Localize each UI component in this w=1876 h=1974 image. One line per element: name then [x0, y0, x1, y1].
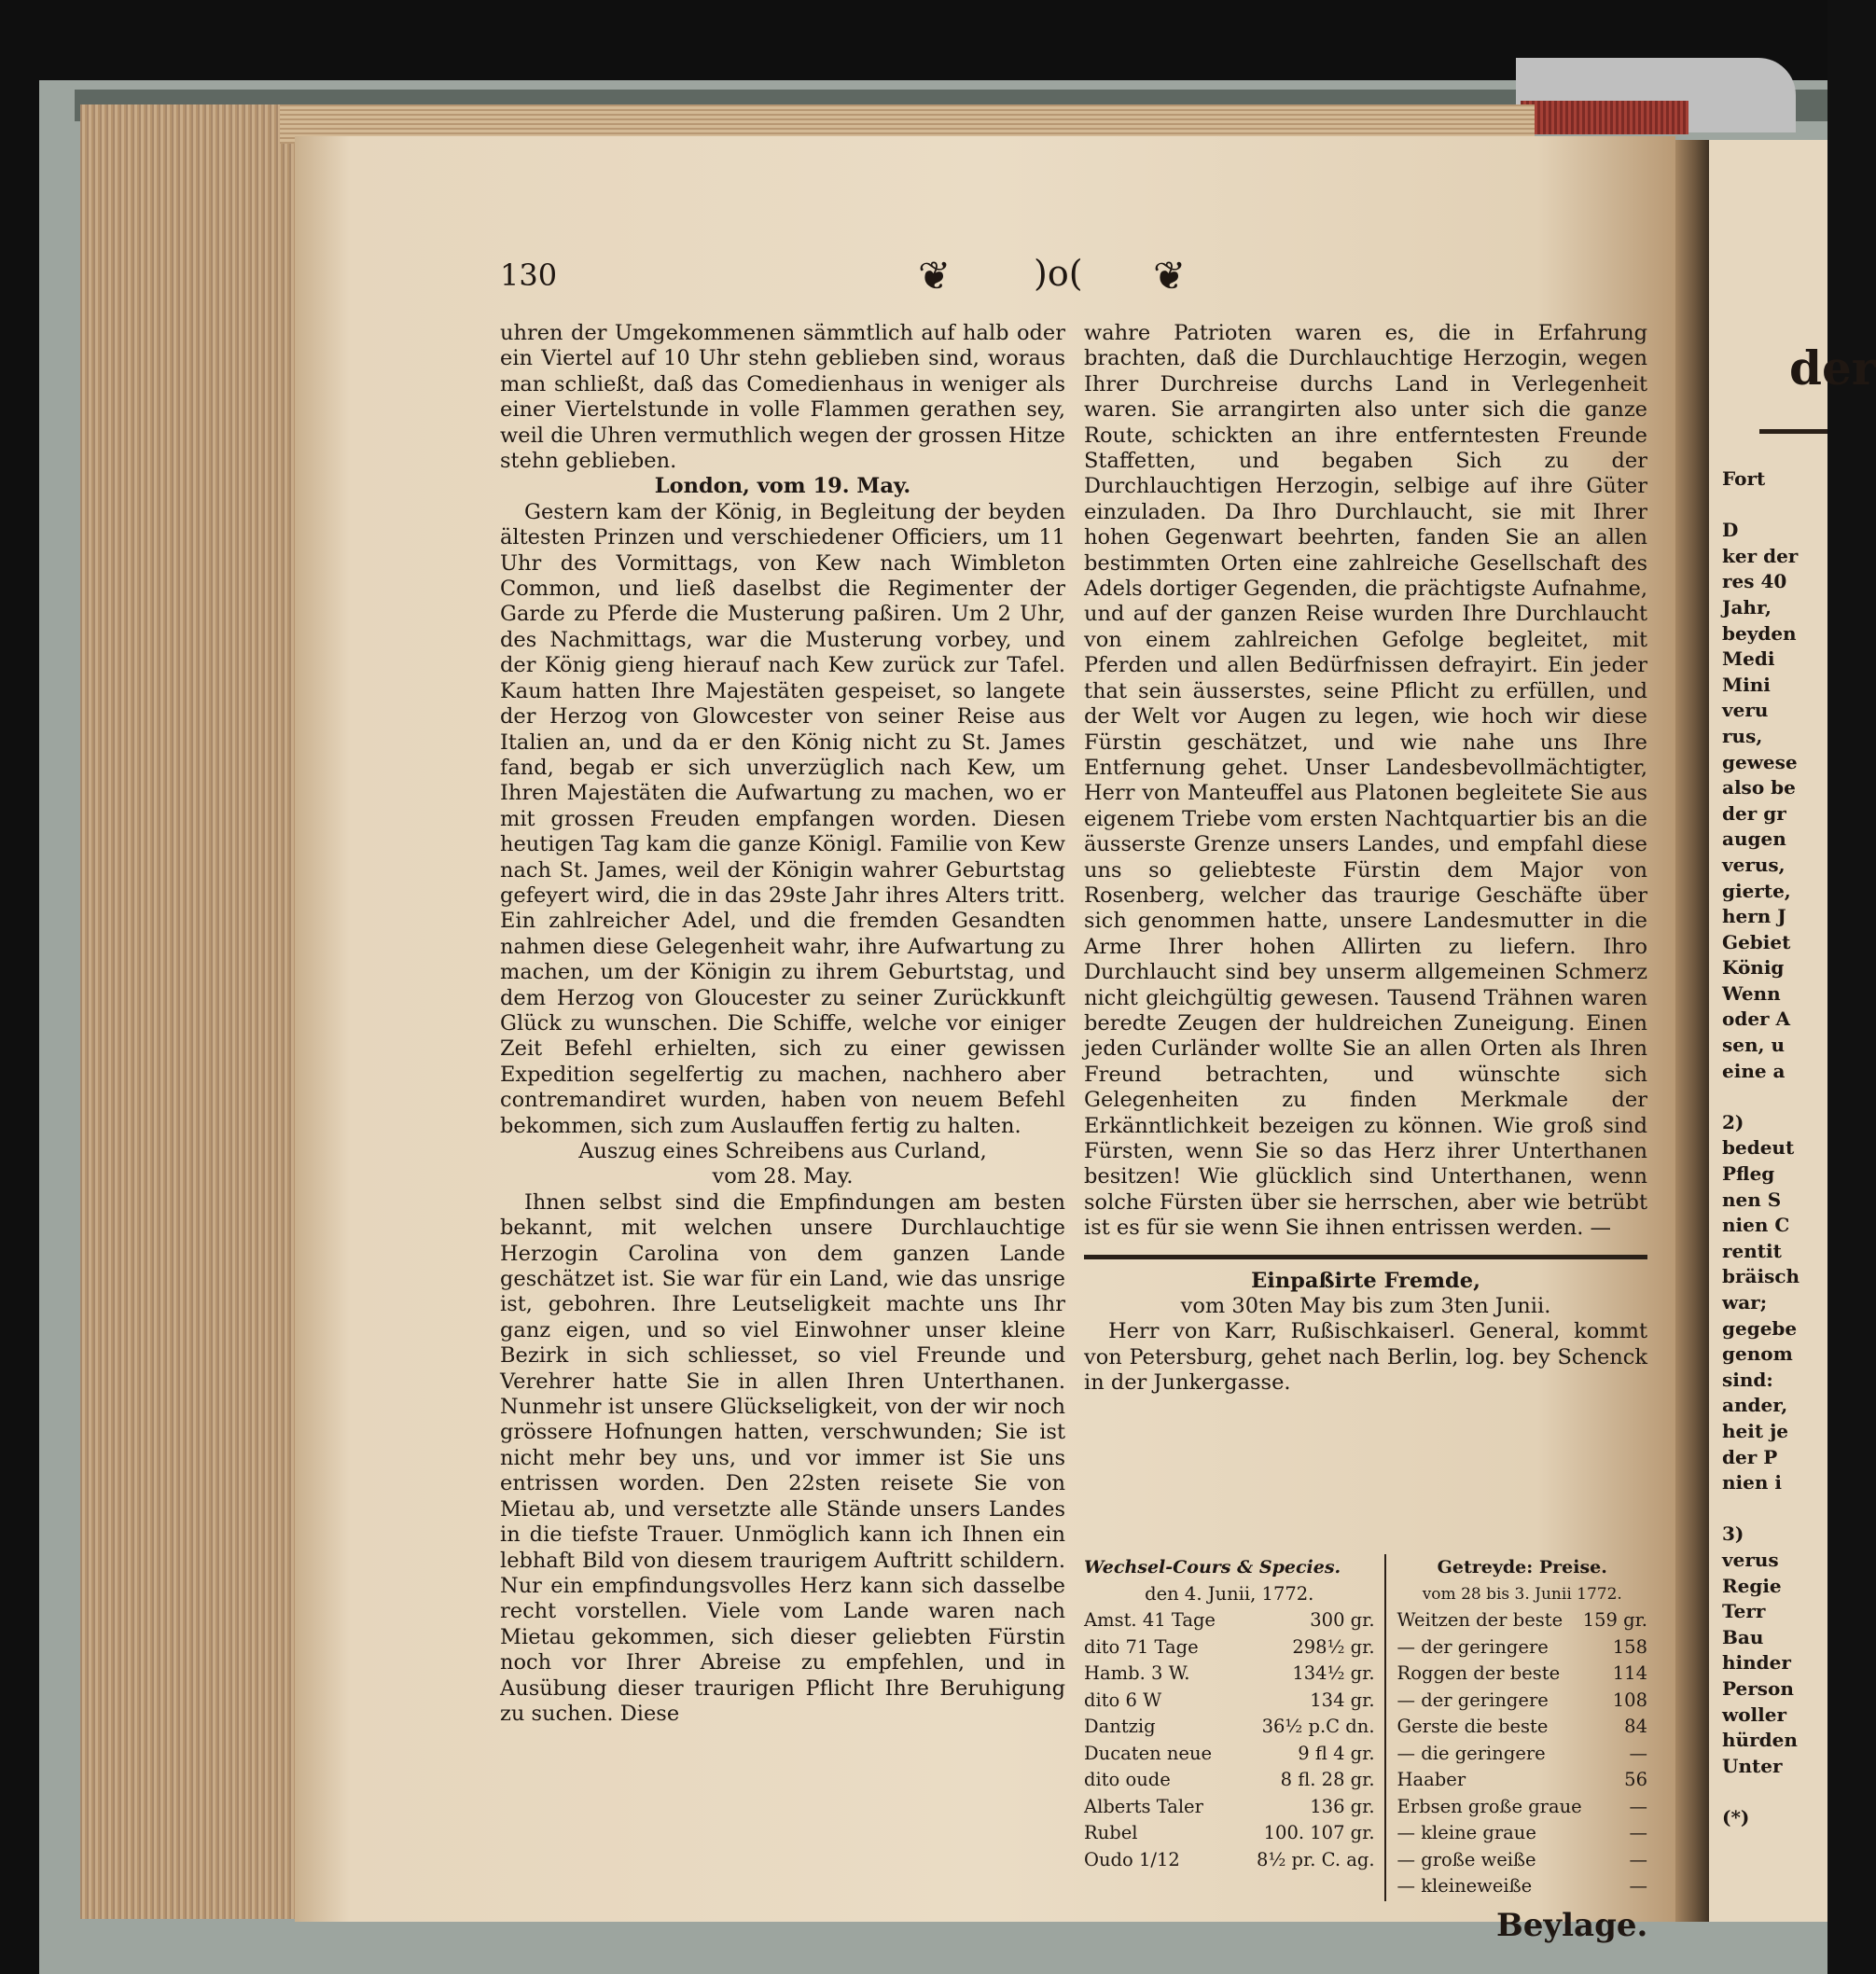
next-page-line: rus,	[1722, 724, 1763, 747]
next-page-line: rentit	[1722, 1239, 1782, 1262]
next-page-line: res 40	[1722, 570, 1787, 593]
next-page-line: eine a	[1722, 1059, 1786, 1082]
row-label: Amst. 41 Tage	[1084, 1609, 1216, 1631]
next-page-line: Mini	[1722, 673, 1771, 696]
header-ornament: )o(	[1034, 253, 1083, 294]
book-gutter	[1675, 140, 1709, 1922]
next-page-line: Pfleg	[1722, 1162, 1775, 1186]
next-page-line: nien i	[1722, 1471, 1782, 1494]
fremde-entry: Herr von Karr, Rußischkaiserl. General, kommt von Petersburg, gehet nach Berlin, log. bey Schenck in der Junkergasse.	[1084, 1319, 1647, 1396]
fremde-dates: vom 30ten May bis zum 3ten Junii.	[1180, 1294, 1551, 1319]
table-row	[1397, 1794, 1647, 1821]
row-label: Erbsen große graue	[1397, 1795, 1582, 1817]
paragraph-patriots: wahre Patrioten waren es, die in Erfahrung brachten, daß die Durchlauchtige Herzogin, wegen Ihrer Durchreise durchs Land in Verlegenheit waren. Sie arrangirten also unter sich die ganze Route, schickten an ihre entferntesten Freunde Staffetten, und begaben Sich zu der Durchlauchtigen Herzogin, selbige auf ihre Güter einzuladen. Da Ihro Durchlaucht, sie mit Ihrer hohen Gegenwart beehrten, fanden Sie an allen bestimmten Orten eine zahlreiche Gesellschaft des Adels dortiger Gegenden, die prächtigste Aufnahme, und auf der ganzen Reise wurden Ihre Durchlaucht von einem zahlreichen Gefolge begleitet, mit Pferden und allen Bedürfnissen defrayirt. Ein jeder that sein äusserstes, seine Pflicht zu erfüllen, und der Welt vor Augen zu legen, wie hoch wir diese Fürstin geschätzet, und wie nahe uns Ihre Entfernung gehet. Unser Landesbevollmächtigter, Herr von Manteuffel aus Platonen begleitete Sie aus eigenem Triebe vom ersten Nachtquartier bis an die äusserste Grenze unsers Landes, und empfahl diese uns so geliebteste Fürstin dem Major von Rosenberg, welcher das traurige Geschäfte über sich genommen hatte, unsere Landesmutter in die Arme Ihrer hohen Allirten zu liefern. Ihro Durchlaucht sind bey unserm allgemeinen Schmerz nicht gleichgültig gewesen. Tausend Trähnen waren beredte Zeugen der huldreichen Zuneigung. Einen jeden Curländer wollte Sie an allen Orten als Ihren Freund betrachten, und wünschte sich Gelegenheiten zu finden Merkmale der Erkänntlichkeit bezeigen zu können. Wie groß sind Fürsten, wenn Sie so das Herz ihrer Unterthanen besitzen! Wie glücklich sind Unterthanen, wenn solche Fürsten über sie herrschen, aber wie betrübt ist es für sie wenn Sie ihnen entrissen werden. —	[1084, 321, 1647, 1241]
table-row	[1397, 1607, 1647, 1634]
next-page-line: gegebe	[1722, 1316, 1798, 1340]
next-page-line: Regie	[1722, 1574, 1782, 1597]
grain-table	[1386, 1554, 1647, 1901]
row-value: 9 fl 4 gr.	[1298, 1742, 1375, 1764]
table-row	[1397, 1661, 1647, 1688]
paragraph-curland: Ihnen selbst sind die Empfindungen am besten bekannt, mit welchen unsere Durchlauchtige Herzogin Carolina von dem ganzen Lande geschätzet ist. Sie war für ein Land, wie das unsrige ist, gebohren. Ihre Leutseligkeit machte uns Ihr ganz eigen, und so viel Einwohner unser kleine Bezirk in sich schliesset, so viel Freunde und Verehrer hatte Sie in allen Ihren Unterthanen. Nunmehr ist unsere Glückseligkeit, von der wir noch grössere Hofnungen hatten, verschwunden; Sie ist nicht mehr bey uns, und vor immer ist Sie uns entrissen worden. Den 22sten reisete Sie von Mietau ab, und versetzte alle Stände unsers Landes in die tiefste Trauer. Unmöglich kann ich Ihnen ein lebhaft Bild von diesem traurigem Auftritt schildern. Nur ein empfindungsvolles Herz kann sich dasselbe recht vorstellen. Viele vom Lande waren nach Mietau gekommen, sich dieser geliebten Fürstin noch vor Ihrer Abreise zu empfehlen, und in Ausübung dieser traurigen Pflicht Ihre Beruhigung zu suchen. Diese	[500, 1189, 1065, 1726]
row-value: 108	[1612, 1689, 1647, 1711]
next-page-heading: der	[1789, 341, 1876, 396]
row-value: —	[1629, 1875, 1647, 1897]
next-page-line: gierte,	[1722, 879, 1791, 902]
row-value: —	[1629, 1795, 1647, 1817]
row-label: Dantzig	[1084, 1716, 1156, 1737]
next-page-rule	[1759, 429, 1827, 434]
next-page-line: hinder	[1722, 1651, 1791, 1675]
row-label: Rubel	[1084, 1822, 1138, 1843]
paragraph-fire: uhren der Umgekommenen sämmtlich auf halb oder ein Viertel auf 10 Uhr stehn geblieben sind, woraus man schließt, daß das Comedienhaus in weniger als einer Viertelstunde in volle Flammen gerathen sey, weil die Uhren vermuthlich wegen der grossen Hitze stehn geblieben.	[500, 321, 1065, 474]
next-page-line: genom	[1722, 1342, 1793, 1366]
table-row	[1084, 1794, 1375, 1821]
next-page-line: Bau	[1722, 1625, 1764, 1648]
row-value: 84	[1624, 1716, 1647, 1737]
next-page-line: Jahr,	[1722, 595, 1772, 619]
row-label: Oudo 1/12	[1084, 1848, 1180, 1870]
table-row	[1084, 1741, 1375, 1768]
price-tables	[1084, 1554, 1647, 1901]
row-value: 159 gr.	[1582, 1609, 1647, 1631]
table-row	[1397, 1873, 1647, 1900]
exchange-table	[1084, 1554, 1386, 1901]
next-page-line: veru	[1722, 699, 1769, 722]
table-row	[1397, 1714, 1647, 1741]
row-label: — kleineweiße	[1397, 1875, 1533, 1897]
next-page-fragment	[1709, 140, 1876, 1922]
next-page-line: ander,	[1722, 1394, 1788, 1417]
next-page-line: Terr	[1722, 1600, 1766, 1623]
table-row	[1397, 1634, 1647, 1661]
table-row	[1084, 1820, 1375, 1847]
row-label: Haaber	[1397, 1769, 1466, 1790]
row-value: —	[1629, 1848, 1647, 1870]
next-page-line: Gebiet	[1722, 930, 1791, 953]
row-label: Gerste die beste	[1397, 1716, 1549, 1737]
paragraph-london: Gestern kam der König, in Begleitung der beyden ältesten Prinzen und verschiedener Officiers, um 11 Uhr des Vormittags, von Kew nach Wimbleton Common, und ließ daselbst die Regimenter der Garde zu Pferde die Musterung paßiren. Um 2 Uhr, des Nachmittags, war die Musterung vorbey, und der König gieng hierauf nach Kew zurück zur Tafel. Kaum hatten Ihre Majestäten gespeiset, so langete der Herzog von Glowcester von seiner Reise aus Italien an, und da er den König nicht zu St. James fand, begab er sich unverzüglich nach Kew, um Ihren Majestäten die Aufwartung zu machen, wo er mit grossen Freuden empfangen worden. Diesen heutigen Tag kam die ganze Königl. Familie von Kew nach St. James, weil der Königin wahrer Geburtstag gefeyert wird, die in das 29ste Jahr ihres Alters tritt. Ein zahlreicher Adel, und die fremden Gesandten nahmen diese Gelegenheit wahr, ihre Aufwartung zu machen, um der Königin zu ihrem Geburtstag, und dem Herzog von Gloucester zu seiner Zurückkunft Glück zu wunschen. Die Schiffe, welche vor einiger Zeit Befehl erhielten, sich zu einer gewissen Expedition segelfertig zu machen, nachhero aber contremandiret wurden, haben von neuem Befehl bekommen, sich zum Auslauffen fertig zu halten.	[500, 499, 1065, 1138]
next-page-line	[1722, 493, 1800, 519]
next-page-line: Medi	[1722, 647, 1775, 671]
row-value: 100. 107 gr.	[1263, 1822, 1375, 1843]
section-divider	[1084, 1255, 1647, 1259]
page-number: 130	[500, 257, 558, 293]
next-page-line: verus	[1722, 1548, 1779, 1571]
next-page-line: sen, u	[1722, 1034, 1785, 1057]
row-value: —	[1629, 1742, 1647, 1764]
next-page-line: (*)	[1722, 1805, 1750, 1828]
next-page-line	[1722, 1779, 1800, 1805]
row-label: Ducaten neue	[1084, 1742, 1213, 1764]
row-value: 158	[1612, 1635, 1647, 1658]
next-page-line: Wenn	[1722, 981, 1781, 1005]
next-page-line: verus,	[1722, 853, 1786, 876]
table-row	[1084, 1767, 1375, 1794]
next-page-line: woller	[1722, 1703, 1787, 1726]
row-label: Roggen der beste	[1397, 1662, 1561, 1684]
row-value: 36½ p.C dn.	[1261, 1716, 1375, 1737]
fremde-heading: Einpaßirte Fremde,	[1251, 1268, 1480, 1293]
row-value: 8½ pr. C. ag.	[1257, 1848, 1375, 1870]
fleuron-left-icon: ❦	[918, 253, 952, 299]
row-value: 300 gr.	[1310, 1609, 1375, 1631]
page-edges-left	[80, 104, 297, 1919]
row-label: dito oude	[1084, 1769, 1171, 1790]
row-value: 114	[1612, 1662, 1647, 1684]
row-value: 134½ gr.	[1292, 1662, 1375, 1684]
next-page-line: Person	[1722, 1676, 1794, 1700]
table-row	[1084, 1634, 1375, 1661]
next-page-line: oder A	[1722, 1008, 1791, 1031]
next-page-line: hürden	[1722, 1729, 1798, 1752]
grain-date: vom 28 bis 3. Junii 1772.	[1422, 1584, 1622, 1604]
next-page-line: 3)	[1722, 1522, 1744, 1546]
next-page-line: beyden	[1722, 621, 1797, 645]
table-row	[1397, 1741, 1647, 1768]
row-label: — der geringere	[1397, 1689, 1549, 1711]
catchword: Beylage.	[1496, 1907, 1648, 1944]
table-row	[1084, 1607, 1375, 1634]
curland-heading: Auszug eines Schreibens aus Curland,	[578, 1139, 987, 1163]
row-value: —	[1629, 1822, 1647, 1843]
next-page-line: der gr	[1722, 801, 1786, 825]
row-label: Alberts Taler	[1084, 1795, 1203, 1817]
next-page-line	[1722, 1496, 1800, 1522]
book-page	[295, 136, 1675, 1944]
next-page-line: sind:	[1722, 1368, 1773, 1391]
next-page-line: gewese	[1722, 750, 1798, 773]
row-value: 134 gr.	[1310, 1689, 1375, 1711]
next-page-line: war;	[1722, 1291, 1768, 1314]
row-label: dito 6 W	[1084, 1689, 1162, 1711]
exchange-heading: Wechsel-Cours & Species.	[1084, 1557, 1341, 1578]
row-label: Hamb. 3 W.	[1084, 1662, 1190, 1684]
row-label: — die geringere	[1397, 1742, 1546, 1764]
table-row	[1084, 1847, 1375, 1874]
row-label: dito 71 Tage	[1084, 1635, 1199, 1658]
row-label: — große weiße	[1397, 1848, 1536, 1870]
next-page-line	[1722, 1084, 1800, 1110]
next-page-line: 2)	[1722, 1110, 1744, 1133]
next-page-line: Unter	[1722, 1754, 1783, 1777]
exchange-date: den 4. Junii, 1772.	[1145, 1582, 1314, 1605]
table-row	[1084, 1688, 1375, 1715]
fleuron-right-icon: ❦	[1153, 253, 1187, 299]
headband-ribbon	[1521, 101, 1688, 134]
table-row	[1084, 1661, 1375, 1688]
next-page-line: nen S	[1722, 1188, 1782, 1211]
next-page-line: der P	[1722, 1445, 1778, 1468]
table-row	[1397, 1767, 1647, 1794]
next-page-line: heit je	[1722, 1419, 1789, 1442]
table-row	[1397, 1820, 1647, 1847]
next-page-line: ker der	[1722, 544, 1799, 567]
row-label: — der geringere	[1397, 1635, 1549, 1658]
next-page-line: hern J	[1722, 905, 1786, 928]
row-value: 8 fl. 28 gr.	[1280, 1769, 1375, 1790]
grain-heading: Getreyde: Preise.	[1437, 1557, 1607, 1578]
row-label: Weitzen der beste	[1397, 1609, 1563, 1631]
row-value: 136 gr.	[1310, 1795, 1375, 1817]
next-page-line: D	[1722, 519, 1739, 542]
right-column	[1084, 321, 1647, 1397]
left-column	[500, 321, 1065, 1727]
next-page-line: bräisch	[1722, 1265, 1800, 1288]
row-value: 298½ gr.	[1292, 1635, 1375, 1658]
next-page-line: König	[1722, 956, 1785, 980]
london-dateline: London, vom 19. May.	[654, 474, 911, 499]
table-row	[1397, 1688, 1647, 1715]
next-page-line: also be	[1722, 776, 1796, 799]
table-row	[1084, 1714, 1375, 1741]
next-page-line: augen	[1722, 827, 1786, 851]
next-page-lines	[1709, 466, 1800, 1830]
next-page-line: bedeut	[1722, 1136, 1795, 1160]
next-page-line: Fort	[1722, 467, 1766, 490]
next-page-line: nien C	[1722, 1214, 1790, 1237]
row-label: — kleine graue	[1397, 1822, 1536, 1843]
row-value: 56	[1624, 1769, 1647, 1790]
table-row	[1397, 1847, 1647, 1874]
curland-date: vom 28. May.	[712, 1164, 854, 1189]
